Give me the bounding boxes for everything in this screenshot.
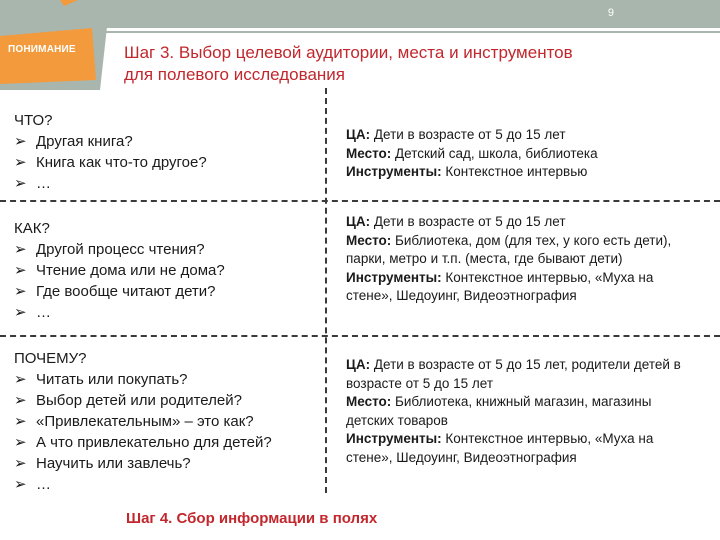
answer-block-how bbox=[346, 213, 694, 306]
list-item: ➢ Другая книга? bbox=[14, 133, 133, 150]
arrow-bullet-icon: ➢ bbox=[14, 262, 27, 279]
answer-block-what bbox=[346, 126, 716, 182]
arrow-bullet-icon: ➢ bbox=[14, 392, 27, 409]
list-item: ➢ Научить или завлечь? bbox=[14, 455, 191, 472]
tools-line: Инструменты: Контекстное интервью bbox=[346, 164, 588, 179]
tools-line: Инструменты: Контекстное интервью, «Муха на стене», Шедоуинг, Видеоэтнография bbox=[346, 269, 654, 303]
arrow-bullet-icon: ➢ bbox=[14, 371, 27, 388]
list-item: ➢ Читать или покупать? bbox=[14, 371, 188, 388]
arrow-bullet-icon: ➢ bbox=[14, 175, 27, 192]
row-divider-1 bbox=[0, 200, 720, 202]
list-item: ➢ … bbox=[14, 175, 51, 192]
tools-line: Инструменты: Контекстное интервью, «Муха на стене», Шедоуинг, Видеоэтнография bbox=[346, 431, 654, 465]
list-item: ➢ Чтение дома или не дома? bbox=[14, 262, 225, 279]
place-line: Место: Детский сад, школа, библиотека bbox=[346, 145, 598, 161]
audience-line: ЦА: Дети в возрасте от 5 до 15 лет bbox=[346, 127, 566, 142]
list-item: ➢ … bbox=[14, 476, 51, 493]
list-item: ➢ «Привлекательным» – это как? bbox=[14, 413, 254, 430]
arrow-bullet-icon: ➢ bbox=[14, 133, 27, 150]
arrow-bullet-icon: ➢ bbox=[14, 476, 27, 493]
place-line: Место: Библиотека, дом (для тех, у кого есть дети), парки, метро и т.п. (места, где бывают дети) bbox=[346, 232, 672, 266]
arrow-bullet-icon: ➢ bbox=[14, 304, 27, 321]
page-number: 9 bbox=[607, 7, 614, 19]
question-block-what bbox=[14, 110, 207, 194]
arrow-bullet-icon: ➢ bbox=[14, 241, 27, 258]
column-divider bbox=[325, 88, 327, 493]
place-line: Место: Библиотека, книжный магазин, магазины детских товаров bbox=[346, 394, 652, 428]
arrow-bullet-icon: ➢ bbox=[14, 413, 27, 430]
audience-line: ЦА: Дети в возрасте от 5 до 15 лет bbox=[346, 214, 566, 229]
slide-title bbox=[124, 42, 704, 86]
list-item: ➢ А что привлекательно для детей? bbox=[14, 434, 272, 451]
question-block-how bbox=[14, 218, 225, 323]
arrow-bullet-icon: ➢ bbox=[14, 434, 27, 451]
question-list bbox=[14, 131, 207, 194]
answer-block-why bbox=[346, 356, 691, 467]
header-underline bbox=[100, 31, 720, 33]
list-item: ➢ … bbox=[14, 304, 51, 321]
section-label: ПОНИМАНИЕ bbox=[8, 44, 76, 55]
question-block-why bbox=[14, 348, 272, 495]
title-line-2: для полевого исследования bbox=[124, 65, 345, 84]
arrow-bullet-icon: ➢ bbox=[14, 455, 27, 472]
next-step-heading: Шаг 4. Сбор информации в полях bbox=[126, 510, 378, 527]
title-line-1: Шаг 3. Выбор целевой аудитории, места и инструментов bbox=[124, 43, 573, 62]
list-item: ➢ Выбор детей или родителей? bbox=[14, 392, 242, 409]
list-item: ➢ Где вообще читают дети? bbox=[14, 283, 216, 300]
audience-line: ЦА: Дети в возрасте от 5 до 15 лет, родители детей в возрасте от 5 до 15 лет bbox=[346, 357, 681, 391]
arrow-bullet-icon: ➢ bbox=[14, 283, 27, 300]
list-item: ➢ Другой процесс чтения? bbox=[14, 241, 205, 258]
question-list bbox=[14, 369, 272, 495]
question-list bbox=[14, 239, 225, 323]
question-heading: ЧТО? bbox=[14, 112, 53, 129]
row-divider-2 bbox=[0, 335, 720, 337]
question-heading: ПОЧЕМУ? bbox=[14, 350, 87, 367]
arrow-bullet-icon: ➢ bbox=[14, 154, 27, 171]
header-bar bbox=[100, 0, 720, 28]
question-heading: КАК? bbox=[14, 220, 50, 237]
list-item: ➢ Книга как что-то другое? bbox=[14, 154, 207, 171]
